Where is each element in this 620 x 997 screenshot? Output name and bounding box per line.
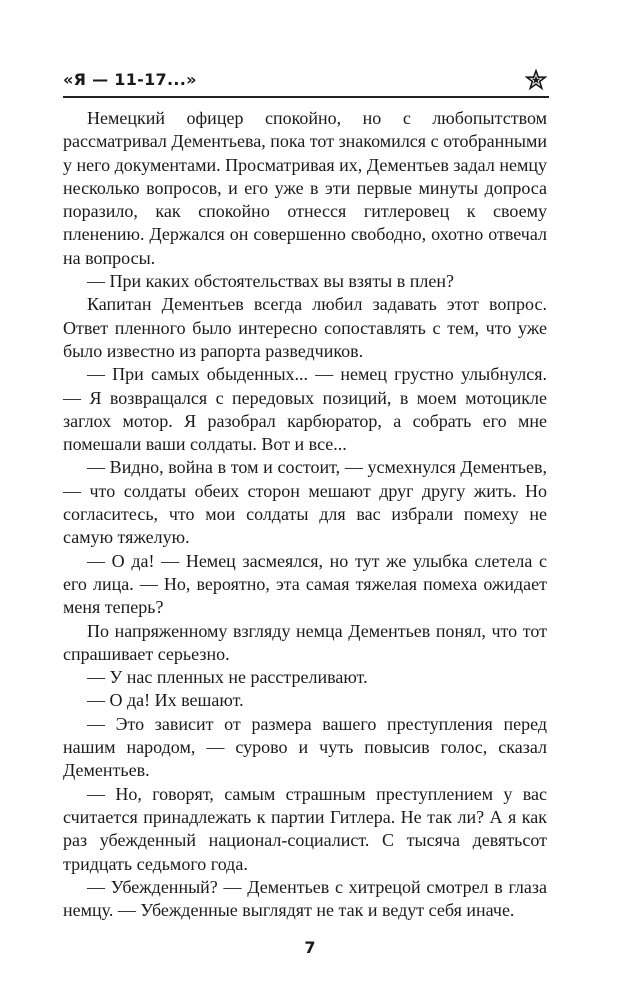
page-number: 7 (304, 938, 316, 957)
paragraph: — Это зависит от размера вашего преступления перед нашим народом, — сурово и чуть повысив голос, сказал Дементьев. (63, 713, 547, 781)
paragraph: — О да! Их вешают. (87, 690, 244, 711)
body-text (63, 107, 547, 922)
paragraph: — О да! — Немец засмеялся, но тут же улыбка слетела с его лица. — Но, вероятно, эта самая тяжелая помеха ожидает меня теперь? (63, 550, 547, 618)
paragraph: Капитан Дементьев всегда любил задавать этот вопрос. Ответ пленного было интересно сопоставлять с тем, что уже было известно из рапорта разведчиков. (63, 294, 547, 361)
running-header (63, 68, 547, 92)
paragraph: — При каких обстоятельствах вы взяты в плен? (87, 271, 455, 292)
paragraph: — У нас пленных не расстреливают. (87, 667, 368, 688)
paragraph: Немецкий офицер спокойно, но с любопытством рассматривал Дементьева, пока тот знакомился с отобранными у него документами. Просматривая их, Дементьев задал немцу несколько вопросов, и его уже в эти первые минуты допроса поразило, как спокойно отнесся гитлеровец к своему пленению. Держался он совершенно свободно, охотно отвечал на вопросы. (63, 108, 547, 268)
paragraph: — Убежденный? — Дементьев с хитрецой смотрел в глаза немцу. — Убежденные выглядят не так и ведут себя иначе. (63, 876, 547, 921)
star-icon (525, 69, 547, 91)
header-divider (63, 96, 549, 98)
paragraph: — Но, говорят, самым страшным преступлением у вас считается принадлежать к партии Гитлера. Не так ли? А я как раз убежденный национал-социалист. С тысяча девятьсот тридцать седьмого года. (63, 783, 547, 874)
running-header-title: «Я — 11-17...» (63, 70, 197, 89)
paragraph: — При самых обыденных... — немец грустно улыбнулся. — Я возвращался с передовых позиций, в моем мотоцикле заглох мотор. Я разобрал карбюратор, а собрать его мне помешали ваши солдаты. Вот и все... (63, 364, 547, 455)
paragraph: — Видно, война в том и состоит, — усмехнулся Дементьев, — что солдаты обеих сторон мешают друг другу жить. Но согласитесь, что мои солдаты для вас избрали помеху не самую тяжелую. (63, 457, 547, 548)
paragraph: По напряженному взгляду немца Дементьев понял, что тот спрашивает серьезно. (63, 620, 547, 664)
